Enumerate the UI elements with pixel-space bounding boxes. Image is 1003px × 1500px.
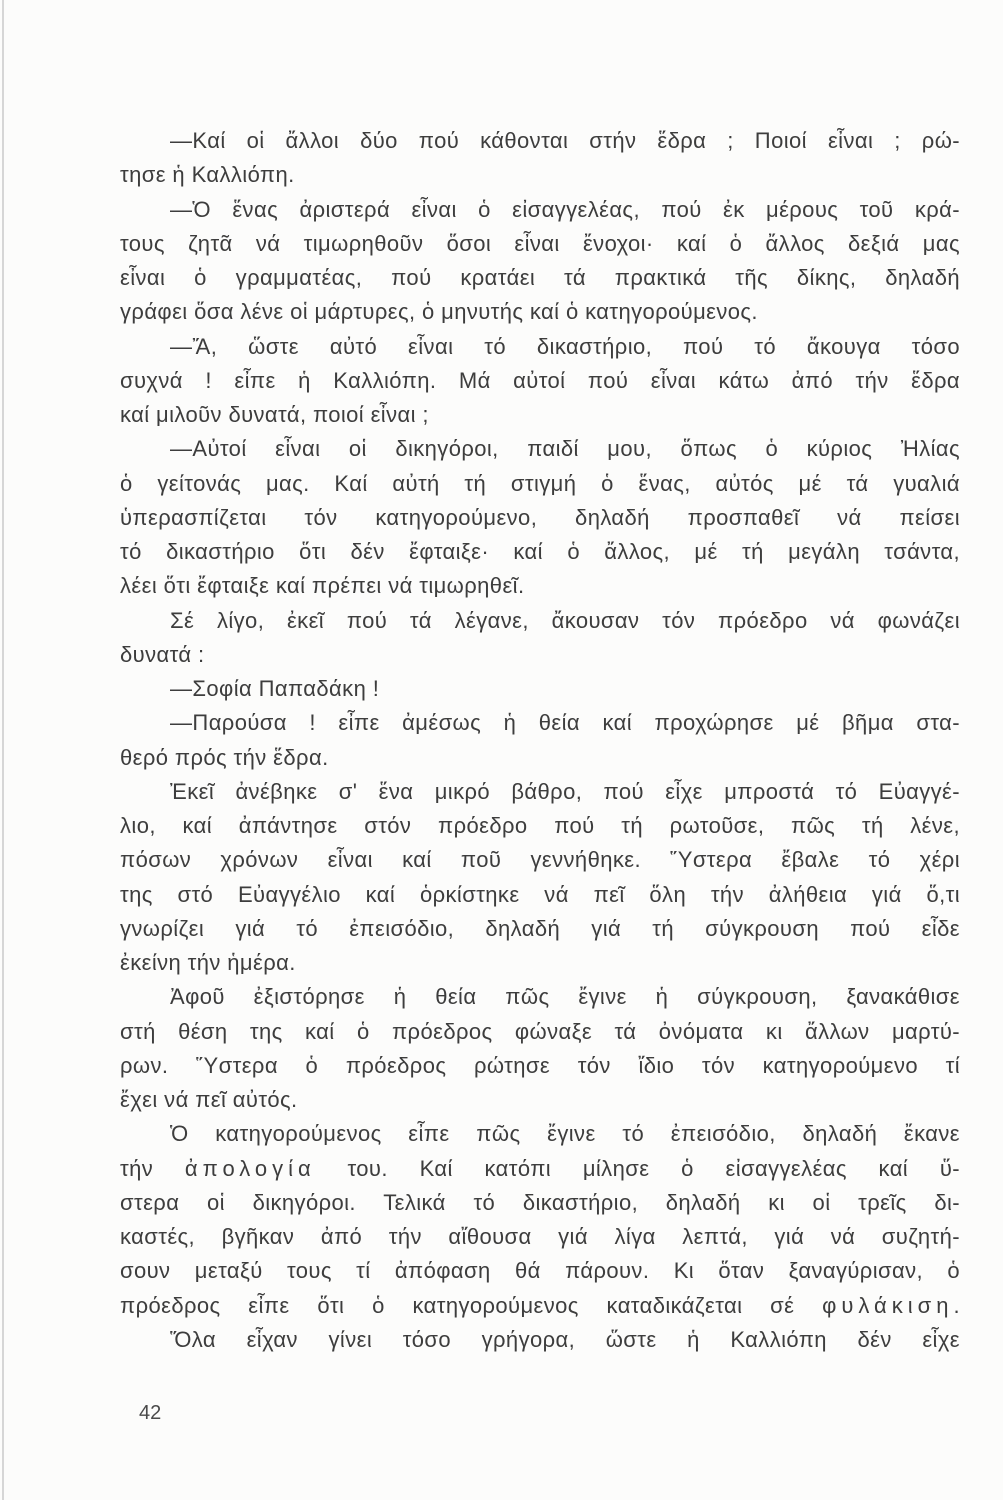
text-segment: τήν bbox=[120, 1155, 185, 1181]
page-number: 42 bbox=[139, 1402, 162, 1424]
text-line: συχνά ! εἶπε ἡ Καλλιόπη. Μά αὐτοί πού εἶναι κάτω ἀπό τήν ἕδρα bbox=[120, 367, 960, 393]
text-line: —Ὁ ἕνας ἀριστερά εἶναι ὁ εἰσαγγελέας, πού ἐκ μέρους τοῦ κρά- bbox=[170, 196, 960, 222]
text-segment: . bbox=[953, 1292, 960, 1318]
text-line: —Ἄ, ὥστε αὐτό εἶναι τό δικαστήριο, πού τό ἄκουγα τόσο bbox=[170, 333, 960, 359]
text-line: τησε ἡ Καλλιόπη. bbox=[120, 162, 295, 188]
text-line: ἐκείνη τήν ἡμέρα. bbox=[120, 950, 296, 975]
text-line: Σέ λίγο, ἐκεῖ πού τά λέγανε, ἄκουσαν τόν πρόεδρο νά φωνάζει bbox=[170, 607, 960, 633]
text-line: Ἀφοῦ ἐξιστόρησε ἡ θεία πῶς ἔγινε ἡ σύγκρουση, ξανακάθισε bbox=[170, 984, 960, 1010]
text-line: —Αὐτοί εἶναι οἱ δικηγόροι, παιδί μου, ὅπως ὁ κύριος Ἠλίας bbox=[170, 436, 960, 462]
text-line: ὁ γείτονάς μας. Καί αὐτή τή στιγμή ὁ ἕνας, αὐτός μέ τά γυαλιά bbox=[120, 470, 960, 496]
text-line: στερα οἱ δικηγόροι. Τελικά τό δικαστήριο, δηλαδή κι οἱ τρεῖς δι- bbox=[120, 1189, 960, 1215]
text-line: γράφει ὅσα λένε οἱ μάρτυρες, ὁ μηνυτής καί ὁ κατηγορούμενος. bbox=[120, 299, 758, 325]
scan-edge-shadow bbox=[2, 0, 4, 1500]
letter-spaced-word: φυλάκιση bbox=[822, 1292, 954, 1318]
text-line: εἶναι ὁ γραμματέας, πού κρατάει τά πρακτικά τῆς δίκης, δηλαδή bbox=[120, 265, 960, 290]
text-line: λέει ὅτι ἔφταιξε καί πρέπει νά τιμωρηθεῖ. bbox=[120, 573, 525, 599]
text-line: στή θέση της καί ὁ πρόεδρος φώναξε τά ὀνόματα κι ἄλλων μαρτύ- bbox=[120, 1018, 960, 1044]
text-line bbox=[120, 1152, 960, 1186]
text-line: καστές, βγῆκαν ἀπό τήν αἴθουσα γιά λίγα λεπτά, γιά νά συζητή- bbox=[120, 1224, 960, 1249]
letter-spaced-word: ἀπολογία bbox=[184, 1155, 316, 1181]
text-line: τους ζητᾶ νά τιμωρηθοῦν ὅσοι εἶναι ἔνοχοι· καί ὁ ἄλλος δεξιά μας bbox=[120, 230, 960, 256]
text-line: ρων. Ὕστερα ὁ πρόεδρος ρώτησε τόν ἴδιο τόν κατηγορούμενο τί bbox=[120, 1052, 960, 1078]
text-line: ἔχει νά πεῖ αὐτός. bbox=[120, 1087, 298, 1112]
text-line: της στό Εὐαγγέλιο καί ὁρκίστηκε νά πεῖ ὅλη τήν ἀλήθεια γιά ὅ,τι bbox=[120, 881, 960, 907]
text-line: —Σοφία Παπαδάκη ! bbox=[170, 676, 380, 701]
text-line: Ὅλα εἶχαν γίνει τόσο γρήγορα, ὥστε ἡ Καλλιόπη δέν εἶχε bbox=[170, 1326, 960, 1352]
text-line: Ὁ κατηγορούμενος εἶπε πῶς ἔγινε τό ἐπεισόδιο, δηλαδή ἔκανε bbox=[170, 1121, 960, 1147]
text-line: θερό πρός τήν ἕδρα. bbox=[120, 744, 329, 770]
text-line: πόσων χρόνων εἶναι καί ποῦ γεννήθηκε. Ὕστερα ἔβαλε τό χέρι bbox=[120, 847, 960, 873]
text-segment: πρόεδρος εἶπε ὅτι ὁ κατηγορούμενος καταδικάζεται σέ bbox=[120, 1292, 823, 1318]
text-line: δυνατά : bbox=[120, 641, 205, 667]
page-body bbox=[120, 124, 960, 1357]
text-line: σουν μεταξύ τους τί ἀπόφαση θά πάρουν. Κι ὅταν ξαναγύρισαν, ὁ bbox=[120, 1258, 960, 1284]
text-line: ὑπερασπίζεται τόν κατηγορούμενο, δηλαδή προσπαθεῖ νά πείσει bbox=[120, 504, 960, 530]
text-segment: του. Καί κατόπι μίλησε ὁ εἰσαγγελέας καί ὕ- bbox=[315, 1155, 960, 1181]
text-line: —Παρούσα ! εἶπε ἀμέσως ἡ θεία καί προχώρησε μέ βῆμα στα- bbox=[170, 710, 960, 736]
text-line: λιο, καί ἀπάντησε στόν πρόεδρο πού τή ρωτοῦσε, πῶς τή λένε, bbox=[120, 813, 960, 838]
text-line: καί μιλοῦν δυνατά, ποιοί εἶναι ; bbox=[120, 402, 429, 427]
text-line: γνωρίζει γιά τό ἐπεισόδιο, δηλαδή γιά τή σύγκρουση πού εἶδε bbox=[120, 915, 960, 941]
text-line: Ἐκεῖ ἀνέβηκε σ' ἕνα μικρό βάθρο, πού εἶχε μπροστά τό Εὐαγγέ- bbox=[170, 778, 960, 804]
text-line: τό δικαστήριο ὅτι δέν ἔφταιξε· καί ὁ ἄλλος, μέ τή μεγάλη τσάντα, bbox=[120, 539, 960, 564]
text-line bbox=[120, 1289, 960, 1323]
text-line: —Καί οἱ ἄλλοι δύο πού κάθονται στήν ἕδρα ; Ποιοί εἶναι ; ρώ- bbox=[170, 128, 960, 153]
